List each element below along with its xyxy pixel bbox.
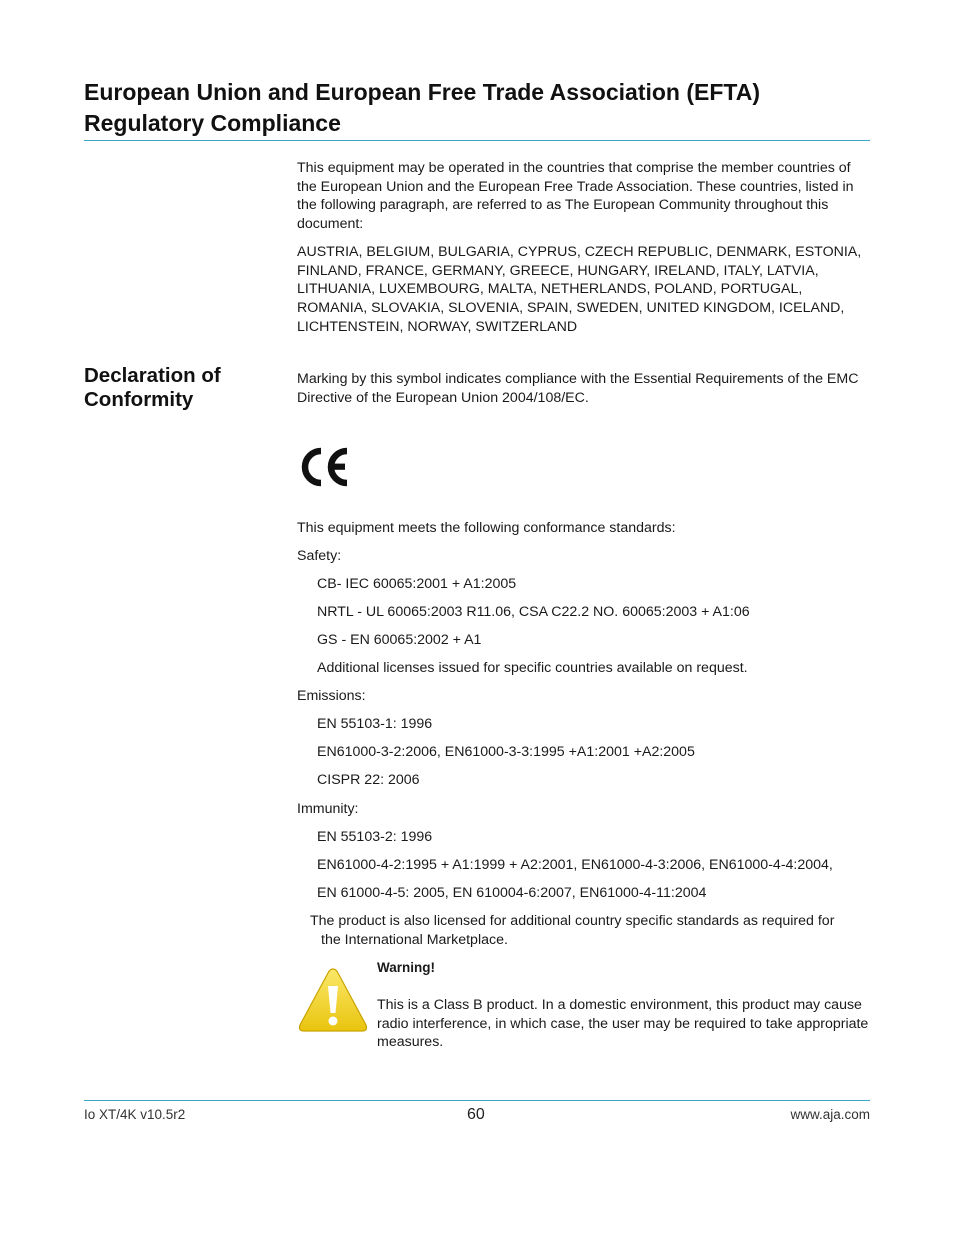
immunity-item: EN 55103-2: 1996 [317,829,433,845]
emissions-item: EN61000-3-2:2006, EN61000-3-3:1995 +A1:2001 +A2:2005 [317,744,695,760]
emissions-item: CISPR 22: 2006 [317,772,420,788]
safety-item: NRTL - UL 60065:2003 R11.06, CSA C22.2 NO. 60065:2003 + A1:06 [317,604,750,620]
safety-item: CB- IEC 60065:2001 + A1:2005 [317,576,517,592]
marking-paragraph: Marking by this symbol indicates compliance with the Essential Requirements of the EMC Directive of the European Union 2004/108/EC. [297,371,859,406]
licensing-note [310,912,870,949]
declaration-heading [84,364,274,412]
footer-page-number: 60 [467,1106,485,1123]
immunity-label: Immunity: [297,801,359,817]
intro-section [297,159,872,336]
safety-item: GS - EN 60065:2002 + A1 [317,632,482,648]
footer-website-link[interactable]: www.aja.com [790,1107,870,1122]
header-divider [84,140,870,141]
emissions-item: EN 55103-1: 1996 [317,716,433,732]
safety-item: Additional licenses issued for specific countries available on request. [317,660,748,676]
country-list: AUSTRIA, BELGIUM, BULGARIA, CYPRUS, CZECH REPUBLIC, DENMARK, ESTONIA, FINLAND, FRANCE, GERMANY, GREECE, HUNGARY, IRELAND, ITALY, LATVIA, LITHUANIA, LUXEMBOURG, MALTA, NETHERLANDS, POLAND, PORTUGAL, ROMANIA, SLOVAKIA, SLOVENIA, SPAIN, SWEDEN, UNITED KINGDOM, ICELAND, LICHTENSTEIN, NORWAY, SWITZERLAND [297,243,862,335]
page-title [84,77,884,139]
warning-title: Warning! [377,960,435,975]
declaration-heading-line-2: Conformity [84,388,194,411]
warning-triangle-icon [297,966,369,1034]
marking-section [297,370,872,407]
licensing-note-line-2: the International Marketplace. [321,931,508,948]
emissions-label: Emissions: [297,688,366,704]
warning-text: This is a Class B product. In a domestic environment, this product may cause radio interference, in which case, the user may be required to take appropriate measures. [377,997,869,1051]
immunity-item: EN 61000-4-5: 2005, EN 610004-6:2007, EN61000-4-11:2004 [317,885,707,901]
page-title-line-1: European Union and European Free Trade Association (EFTA) [84,79,761,105]
footer-divider [84,1100,870,1101]
page-title-line-2: Regulatory Compliance [84,110,341,136]
licensing-note-line-1: The product is also licensed for additional country specific standards as required for [310,913,835,929]
immunity-item: EN61000-4-2:1995 + A1:1999 + A2:2001, EN61000-4-3:2006, EN61000-4-4:2004, [317,857,833,873]
intro-paragraph: This equipment may be operated in the countries that comprise the member countries of the European Union and the European Free Trade Association. These countries, listed in the following paragraph, are referred to as The European Community throughout this document: [297,160,854,233]
conformance-intro: This equipment meets the following conformance standards: [297,520,676,536]
declaration-heading-line-1: Declaration of [84,364,221,387]
safety-label: Safety: [297,548,342,564]
footer-product-version: Io XT/4K v10.5r2 [84,1107,186,1122]
ce-mark-icon [300,444,354,490]
